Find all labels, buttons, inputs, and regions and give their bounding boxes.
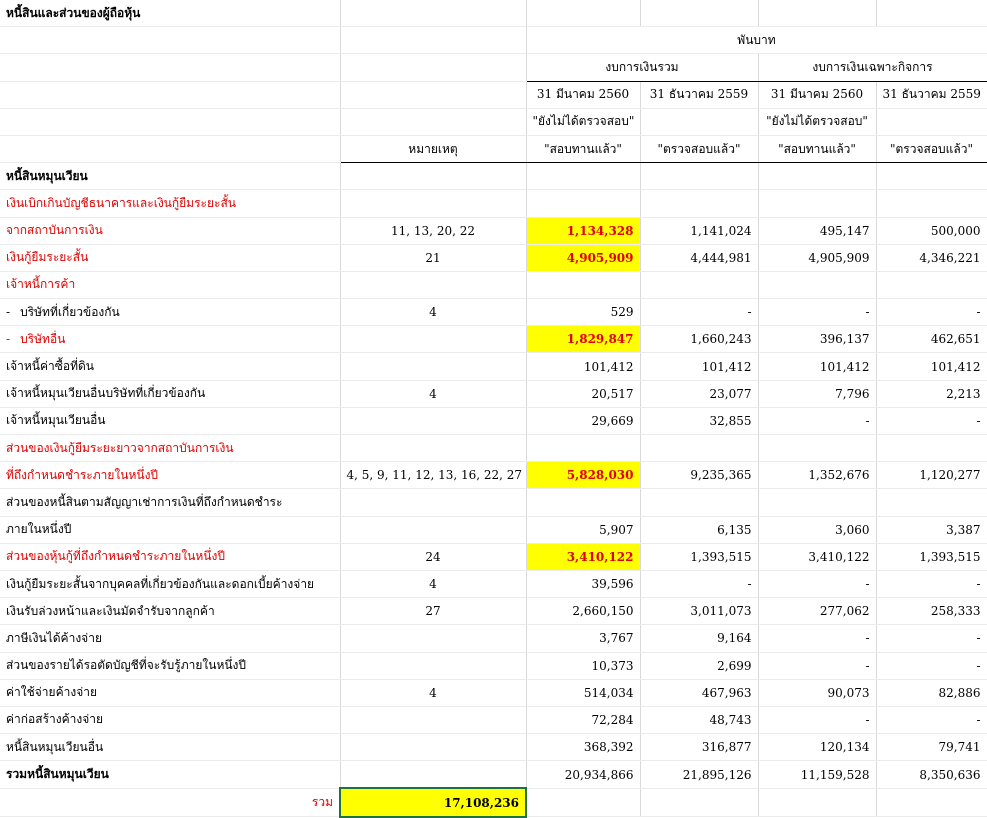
row-label[interactable]: ค่าใช้จ่ายค้างจ่าย [0,679,340,706]
row-label[interactable]: ภายในหนึ่งปี [0,516,340,543]
value-cell[interactable]: 258,333 [876,598,987,625]
table-row [0,652,987,679]
value-cell[interactable]: 529 [526,299,640,326]
value-cell[interactable]: 79,741 [876,734,987,761]
table-row [0,625,987,652]
table-row [0,516,987,543]
table-row [0,353,987,380]
value-cell[interactable]: 2,699 [640,652,758,679]
row-label[interactable]: เจ้าหนี้ค่าซื้อที่ดิน [0,353,340,380]
highlighted-value-cell[interactable]: 1,134,328 [526,217,640,244]
note-cell[interactable]: 24 [340,543,526,570]
col2-status-2: "ตรวจสอบแล้ว" [640,135,758,162]
value-cell[interactable] [876,489,987,516]
value-cell[interactable]: - [758,299,876,326]
value-cell[interactable] [758,435,876,462]
row-label[interactable] [0,326,340,353]
value-cell[interactable]: 101,412 [526,353,640,380]
page-title: หนี้สินและส่วนของผู้ถือหุ้น [0,0,340,27]
row-label[interactable]: เงินกู้ยืมระยะสั้น [0,244,340,271]
value-cell[interactable] [526,271,640,298]
value-cell[interactable]: 467,963 [640,679,758,706]
note-cell[interactable] [340,652,526,679]
note-cell[interactable] [340,271,526,298]
note-cell[interactable] [340,190,526,217]
table-row [0,380,987,407]
highlighted-value-cell[interactable]: 4,905,909 [526,244,640,271]
row-label[interactable]: ที่ถึงกำหนดชำระภายในหนึ่งปี [0,462,340,489]
value-cell[interactable]: 3,387 [876,516,987,543]
table-row [0,190,987,217]
value-cell[interactable]: 120,134 [758,734,876,761]
sum-selected-cell[interactable]: 17,108,236 [340,788,526,816]
value-cell[interactable]: 101,412 [640,353,758,380]
table-row [0,326,987,353]
col2-date: 31 ธันวาคม 2559 [640,81,758,108]
table-row [0,271,987,298]
value-cell[interactable]: 3,767 [526,625,640,652]
value-cell[interactable]: 500,000 [876,217,987,244]
highlighted-value-cell[interactable]: 5,828,030 [526,462,640,489]
value-cell[interactable]: 1,393,515 [876,543,987,570]
row-label[interactable]: ภาษีเงินได้ค้างจ่าย [0,625,340,652]
table-row [0,299,987,326]
value-cell[interactable]: 3,060 [758,516,876,543]
value-cell[interactable] [526,489,640,516]
value-cell[interactable]: - [876,706,987,733]
value-cell[interactable]: 10,373 [526,652,640,679]
value-cell[interactable]: 4,444,981 [640,244,758,271]
value-cell[interactable]: - [876,652,987,679]
table-row [0,706,987,733]
row-label[interactable]: เงินเบิกเกินบัญชีธนาคารและเงินกู้ยืมระยะสั้น [0,190,340,217]
total-label: รวมหนี้สินหมุนเวียน [0,761,340,789]
total-cell[interactable]: 21,895,126 [640,761,758,789]
col1-date: 31 มีนาคม 2560 [526,81,640,108]
value-cell[interactable]: 4,346,221 [876,244,987,271]
value-cell[interactable]: 39,596 [526,570,640,597]
value-cell[interactable]: 9,235,365 [640,462,758,489]
value-cell[interactable]: 514,034 [526,679,640,706]
table-row [0,543,987,570]
value-cell[interactable]: 20,517 [526,380,640,407]
row-label[interactable]: ส่วนของเงินกู้ยืมระยะยาวจากสถาบันการเงิน [0,435,340,462]
note-cell[interactable] [340,706,526,733]
value-cell[interactable]: - [758,652,876,679]
value-cell[interactable] [640,435,758,462]
value-cell[interactable]: 3,011,073 [640,598,758,625]
value-cell[interactable]: - [758,706,876,733]
value-cell[interactable]: 4,905,909 [758,244,876,271]
value-cell[interactable]: - [758,625,876,652]
value-cell[interactable] [876,435,987,462]
col1-status-2: "สอบทานแล้ว" [526,135,640,162]
value-cell[interactable] [758,489,876,516]
note-cell[interactable]: 11, 13, 20, 22 [340,217,526,244]
value-cell[interactable]: 1,352,676 [758,462,876,489]
value-cell[interactable]: 1,120,277 [876,462,987,489]
note-cell[interactable]: 4 [340,570,526,597]
value-cell[interactable]: - [876,407,987,434]
note-header: หมายเหตุ [340,135,526,162]
value-cell[interactable] [640,489,758,516]
table-row [0,407,987,434]
note-cell[interactable] [340,407,526,434]
value-cell[interactable] [758,190,876,217]
highlighted-value-cell[interactable]: 1,829,847 [526,326,640,353]
row-label[interactable]: จากสถาบันการเงิน [0,217,340,244]
value-cell[interactable]: 7,796 [758,380,876,407]
value-cell[interactable]: 396,137 [758,326,876,353]
table-row [0,217,987,244]
value-cell[interactable]: - [876,625,987,652]
row-label[interactable] [0,299,340,326]
value-cell[interactable]: 3,410,122 [758,543,876,570]
table-row [0,734,987,761]
table-row [0,489,987,516]
value-cell[interactable]: 5,907 [526,516,640,543]
value-cell[interactable]: - [640,570,758,597]
sum-label: รวม [0,788,340,816]
note-cell[interactable] [340,489,526,516]
value-cell[interactable]: 48,743 [640,706,758,733]
col3-status-2: "สอบทานแล้ว" [758,135,876,162]
value-cell[interactable] [876,190,987,217]
table-row [0,435,987,462]
value-cell[interactable]: 277,062 [758,598,876,625]
value-cell[interactable]: - [640,299,758,326]
value-cell[interactable]: - [876,570,987,597]
value-cell[interactable] [876,271,987,298]
row-label[interactable]: ค่าก่อสร้างค้างจ่าย [0,706,340,733]
highlighted-value-cell[interactable]: 3,410,122 [526,543,640,570]
group-consolidated: งบการเงินรวม [526,54,758,81]
table-row [0,462,987,489]
bullet-dash: - [6,304,11,319]
total-cell[interactable]: 11,159,528 [758,761,876,789]
value-cell[interactable] [640,190,758,217]
note-cell[interactable] [340,734,526,761]
note-cell[interactable] [340,625,526,652]
value-cell[interactable]: 368,392 [526,734,640,761]
row-label[interactable]: เจ้าหนี้การค้า [0,271,340,298]
note-cell[interactable]: 4 [340,299,526,326]
col3-status-1: "ยังไม่ได้ตรวจสอบ" [758,108,876,135]
note-cell[interactable]: 4, 5, 9, 11, 12, 13, 16, 22, 27 [340,462,526,489]
value-cell[interactable] [640,271,758,298]
total-cell[interactable]: 8,350,636 [876,761,987,789]
group-separate: งบการเงินเฉพาะกิจการ [758,54,987,81]
col4-date: 31 ธันวาคม 2559 [876,81,987,108]
value-cell[interactable] [758,271,876,298]
value-cell[interactable]: 72,284 [526,706,640,733]
note-cell[interactable]: 21 [340,244,526,271]
note-cell[interactable] [340,326,526,353]
bullet-dash: - [6,331,11,346]
value-cell[interactable]: 1,141,024 [640,217,758,244]
table-row [0,570,987,597]
value-cell[interactable]: 101,412 [758,353,876,380]
note-cell[interactable] [340,516,526,543]
value-cell[interactable]: 495,147 [758,217,876,244]
row-label[interactable]: เงินรับล่วงหน้าและเงินมัดจำรับจากลูกค้า [0,598,340,625]
row-label[interactable]: ส่วนของหุ้นกู้ที่ถึงกำหนดชำระภายในหนึ่งปี [0,543,340,570]
table-row [0,679,987,706]
row-label[interactable]: เจ้าหนี้หมุนเวียนอื่น [0,407,340,434]
row-label-text: บริษัทที่เกี่ยวข้องกัน [20,304,120,319]
section-heading: หนี้สินหมุนเวียน [0,163,340,190]
value-cell[interactable]: - [876,299,987,326]
col1-status-1: "ยังไม่ได้ตรวจสอบ" [526,108,640,135]
note-cell[interactable]: 4 [340,380,526,407]
value-cell[interactable]: 101,412 [876,353,987,380]
col4-status-2: "ตรวจสอบแล้ว" [876,135,987,162]
table-row [0,598,987,625]
value-cell[interactable]: 32,855 [640,407,758,434]
value-cell[interactable] [526,190,640,217]
value-cell[interactable] [526,435,640,462]
row-label[interactable]: ส่วนของหนี้สินตามสัญญาเช่าการเงินที่ถึงกำหนดชำระ [0,489,340,516]
value-cell[interactable]: 82,886 [876,679,987,706]
value-cell[interactable]: 1,393,515 [640,543,758,570]
value-cell[interactable]: 23,077 [640,380,758,407]
value-cell[interactable]: 29,669 [526,407,640,434]
value-cell[interactable]: 6,135 [640,516,758,543]
value-cell[interactable]: - [758,407,876,434]
value-cell[interactable]: 2,213 [876,380,987,407]
row-label-text: บริษัทอื่น [20,331,66,346]
note-cell[interactable]: 4 [340,679,526,706]
row-label[interactable]: หนี้สินหมุนเวียนอื่น [0,734,340,761]
value-cell[interactable]: 316,877 [640,734,758,761]
note-cell[interactable] [340,435,526,462]
value-cell[interactable]: 462,651 [876,326,987,353]
note-cell[interactable]: 27 [340,598,526,625]
col3-date: 31 มีนาคม 2560 [758,81,876,108]
row-label[interactable]: ส่วนของรายได้รอตัดบัญชีที่จะรับรู้ภายในหนึ่งปี [0,652,340,679]
table-row [0,244,987,271]
unit-header: พันบาท [526,27,987,54]
value-cell[interactable]: 90,073 [758,679,876,706]
total-cell[interactable]: 20,934,866 [526,761,640,789]
value-cell[interactable]: 1,660,243 [640,326,758,353]
note-cell[interactable] [340,353,526,380]
row-label[interactable]: เงินกู้ยืมระยะสั้นจากบุคคลที่เกี่ยวข้องกันและดอกเบี้ยค้างจ่าย [0,570,340,597]
value-cell[interactable]: 2,660,150 [526,598,640,625]
value-cell[interactable]: 9,164 [640,625,758,652]
row-label[interactable]: เจ้าหนี้หมุนเวียนอื่นบริษัทที่เกี่ยวข้องกัน [0,380,340,407]
value-cell[interactable]: - [758,570,876,597]
